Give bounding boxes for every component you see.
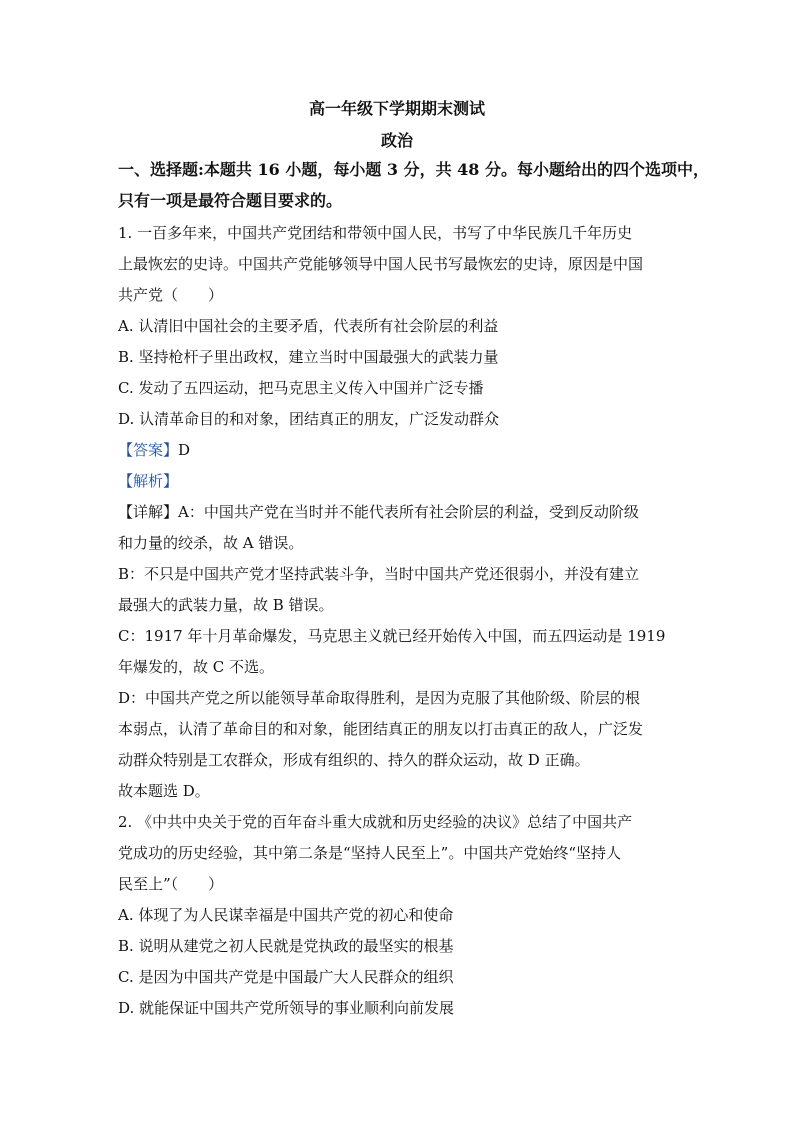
answer-tag: 【答案】: [118, 441, 179, 459]
q1-detail-line-8: 本弱点，认清了革命目的和对象，能团结真正的朋友以打击真正的敌人，广泛发: [118, 720, 644, 738]
answer-value: D: [178, 441, 191, 459]
exam-title: 高一年级下学期期末测试: [308, 99, 485, 118]
q1-detail-line-5: C：1917 年十月革命爆发，马克思主义就已经开始传入中国，而五四运动是 1919: [118, 627, 666, 645]
q2-stem-line-3: 民至上”（ ）: [118, 875, 224, 893]
q1-option-d: D. 认清革命目的和对象，团结真正的朋友，广泛发动群众: [118, 410, 500, 428]
q1-detail-line-4: 最强大的武装力量，故 B 错误。: [118, 596, 334, 614]
q2-stem-line-1: 2. 《中共中央关于党的百年奋斗重大成就和历史经验的决议》总结了中国共产: [118, 813, 633, 831]
q1-option-a: A. 认清旧中国社会的主要矛盾，代表所有社会阶层的利益: [118, 317, 499, 335]
q1-option-c: C. 发动了五四运动，把马克思主义传入中国并广泛专播: [118, 379, 484, 397]
q2-option-a: A. 体现了为人民谋幸福是中国共产党的初心和使命: [118, 906, 454, 924]
q1-analysis-line: [118, 471, 678, 491]
q1-detail-line-7: D：中国共产党之所以能领导革命取得胜利，是因为克服了其他阶级、阶层的根: [118, 689, 641, 707]
q1-answer-line: [118, 440, 678, 460]
q1-detail-line-2: 和力量的绞杀，故 A 错误。: [118, 534, 304, 552]
q1-option-b: B. 坚持枪杆子里出政权，建立当时中国最强大的武装力量: [118, 348, 499, 366]
analysis-tag: 【解析】: [118, 472, 179, 490]
q2-option-d: D. 就能保证中国共产党所领导的事业顺利向前发展: [118, 999, 455, 1017]
q1-stem-line-3: 共产党（ ）: [118, 286, 224, 304]
detail-text: A：中国共产党在当时并不能代表所有社会阶层的利益，受到反动阶级: [178, 503, 639, 521]
detail-tag: 【详解】: [118, 503, 179, 521]
q1-stem-line-2: 上最恢宏的史诗。中国共产党能够领导中国人民书写最恢宏的史诗，原因是中国: [118, 255, 644, 273]
q1-stem-line-1: 1. 一百多年来，中国共产党团结和带领中国人民，书写了中华民族几千年历史: [118, 224, 633, 242]
q1-detail-line-1: [118, 502, 678, 522]
q1-conclusion: 故本题选 D。: [118, 782, 210, 800]
q1-detail-line-9: 动群众特别是工农群众，形成有组织的、持久的群众运动，故 D 正确。: [118, 751, 590, 769]
section-heading-line-2: 只有一项是最符合题目要求的。: [118, 191, 343, 210]
section-heading-line-1: 一、选择题:本题共 16 小题，每小题 3 分，共 48 分。每小题给出的四个选项中，: [118, 160, 709, 179]
q2-stem-line-2: 党成功的历史经验，其中第二条是“坚持人民至上”。中国共产党始终“坚持人: [118, 844, 622, 862]
q1-detail-line-6: 年爆发的，故 C 不选。: [118, 658, 275, 676]
q2-option-c: C. 是因为中国共产党是中国最广大人民群众的组织: [118, 968, 454, 986]
q2-option-b: B. 说明从建党之初人民就是党执政的最坚实的根基: [118, 937, 454, 955]
exam-subject: 政治: [380, 131, 413, 150]
q1-detail-line-3: B：不只是中国共产党才坚持武装斗争，当时中国共产党还很弱小，并没有建立: [118, 565, 640, 583]
